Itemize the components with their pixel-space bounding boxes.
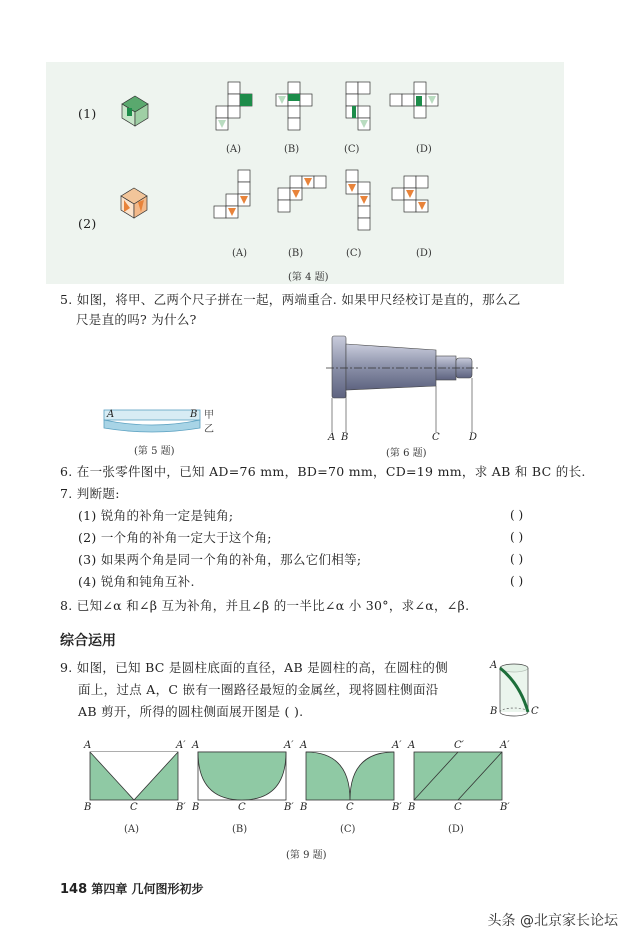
figure-6-caption: (第 6 题) xyxy=(386,448,427,459)
page-footer xyxy=(60,880,204,897)
q7-item-2: (2) 一个角的补角一定大于这个角; xyxy=(78,530,272,545)
page-number: 148 xyxy=(60,882,88,897)
ruler-jia-label: 甲 xyxy=(204,410,214,421)
net-2-option-b: (B) xyxy=(288,248,304,259)
opt-d-label-a: A xyxy=(408,740,416,751)
question-5-line-1: 5. 如图，将甲、乙两个尺子拼在一起，两端重合. 如果甲尺经校订是直的，那么乙 xyxy=(60,292,521,307)
chapter-title: 第四章 几何图形初步 xyxy=(91,882,204,896)
q9-option-d: (D) xyxy=(448,824,464,835)
row-1-label: (1) xyxy=(78,106,97,121)
q7-answer-3: ( ) xyxy=(510,552,524,566)
net-2-option-c: (C) xyxy=(346,248,362,259)
q9-option-b: (B) xyxy=(232,824,248,835)
opt-c-label-a: A xyxy=(300,740,308,751)
opt-b-label-b-prime: B′ xyxy=(284,802,294,813)
question-9-line-1: 9. 如图，已知 BC 是圆柱底面的直径，AB 是圆柱的高，在圆柱的侧 xyxy=(60,660,449,675)
question-7-title: 7. 判断题: xyxy=(60,486,120,501)
q7-answer-4: ( ) xyxy=(510,574,524,588)
opt-a-label-a-prime: A′ xyxy=(176,740,186,751)
row-2-label: (2) xyxy=(78,216,97,231)
cylinder-point-c: C xyxy=(531,706,539,717)
opt-c-label-a-prime: A′ xyxy=(392,740,402,751)
opt-d-label-c-prime: C′ xyxy=(454,740,464,751)
net-1-option-a: (A) xyxy=(226,144,242,155)
opt-b-label-c: C xyxy=(238,802,246,813)
question-5-line-2: 尺是直的吗? 为什么? xyxy=(76,312,197,327)
cylinder-point-a: A xyxy=(490,660,498,671)
q7-answer-2: ( ) xyxy=(510,530,524,544)
opt-d-label-b-prime: B′ xyxy=(500,802,510,813)
shaft-point-d: D xyxy=(469,432,478,443)
opt-d-label-b: B xyxy=(408,802,416,813)
net-1-option-d: (D) xyxy=(416,144,432,155)
q9-option-c: (C) xyxy=(340,824,356,835)
question-9-line-3: AB 剪开，所得的圆柱侧面展开图是 ( ). xyxy=(78,704,304,719)
net-2-option-d: (D) xyxy=(416,248,432,259)
opt-c-label-b-prime: B′ xyxy=(392,802,402,813)
opt-a-label-b-prime: B′ xyxy=(176,802,186,813)
watermark: 头条 @北京家长论坛 xyxy=(484,908,622,932)
net-1-option-c: (C) xyxy=(344,144,360,155)
cylinder-point-b: B xyxy=(490,706,498,717)
net-2-option-a: (A) xyxy=(232,248,248,259)
shaft-point-c: C xyxy=(432,432,440,443)
opt-c-label-c: C xyxy=(346,802,354,813)
q9-option-a: (A) xyxy=(124,824,140,835)
question-6: 6. 在一张零件图中，已知 AD=76 mm，BD=70 mm，CD=19 mm，求 AB 和 BC 的长. xyxy=(60,464,586,479)
q7-answer-1: ( ) xyxy=(510,508,524,522)
opt-a-label-c: C xyxy=(130,802,138,813)
figure-5-caption: (第 5 题) xyxy=(134,446,175,457)
ruler-point-a: A xyxy=(107,409,115,420)
opt-a-label-a: A xyxy=(84,740,92,751)
opt-a-label-b: B xyxy=(84,802,92,813)
q7-item-4: (4) 锐角和钝角互补. xyxy=(78,574,195,589)
q7-item-1: (1) 锐角的补角一定是钝角; xyxy=(78,508,234,523)
ruler-point-b: B xyxy=(190,409,198,420)
figure-4-caption: (第 4 题) xyxy=(288,272,329,283)
net-1-option-b: (B) xyxy=(284,144,300,155)
question-9-line-2: 面上，过点 A，C 嵌有一圈路径最短的金属丝，现将圆柱侧面沿 xyxy=(78,682,439,697)
section-title: 综合运用 xyxy=(60,633,116,649)
figure-9-caption: (第 9 题) xyxy=(286,850,327,861)
opt-b-label-b: B xyxy=(192,802,200,813)
opt-d-label-a-prime: A′ xyxy=(500,740,510,751)
ruler-yi-label: 乙 xyxy=(204,424,214,435)
opt-c-label-b: B xyxy=(300,802,308,813)
q7-item-3: (3) 如果两个角是同一个角的补角，那么它们相等; xyxy=(78,552,362,567)
shaft-point-b: B xyxy=(341,432,349,443)
opt-b-label-a-prime: A′ xyxy=(284,740,294,751)
shaft-point-a: A xyxy=(328,432,336,443)
question-8: 8. 已知∠α 和∠β 互为补角，并且∠β 的一半比∠α 小 30°，求∠α，∠β. xyxy=(60,598,470,613)
opt-d-label-c: C xyxy=(454,802,462,813)
opt-b-label-a: A xyxy=(192,740,200,751)
